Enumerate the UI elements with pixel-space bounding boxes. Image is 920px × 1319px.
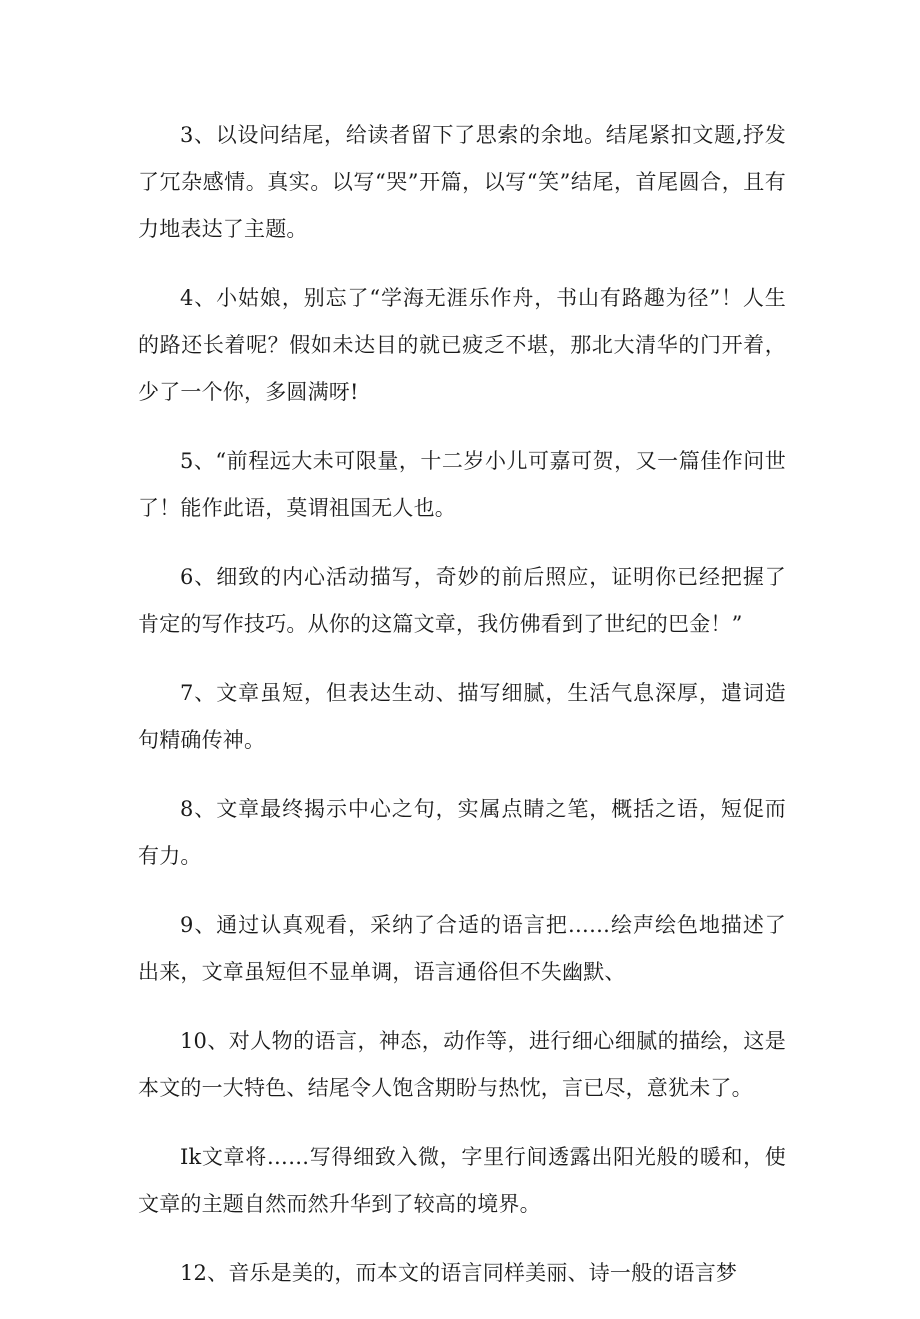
paragraph-10: 10、对人物的语言，神态，动作等，进行细心细腻的描绘，这是本文的一大特色、结尾令人饱含期盼与热忱，言已尽，意犹未了。 <box>138 1029 786 1100</box>
paragraph-9: 9、通过认真观看，采纳了合适的语言把……绘声绘色地描述了出来，文章虽短但不显单调，语言通俗但不失幽默、 <box>138 913 786 984</box>
document-body <box>138 112 786 1319</box>
paragraph-11: Ik文章将……写得细致入微，字里行间透露出阳光般的暖和，使文章的主题自然而然升华到了较高的境界。 <box>138 1145 786 1216</box>
paragraph-5: 5、“前程远大未可限量，十二岁小儿可嘉可贺，又一篇佳作问世了！能作此语，莫谓祖国无人也。 <box>138 449 786 520</box>
paragraph-3: 3、以设问结尾，给读者留下了思索的余地。结尾紧扣文题,抒发了冗杂感情。真实。以写“哭”开篇，以写“笑”结尾，首尾圆合，且有力地表达了主题。 <box>138 123 786 241</box>
paragraph-12: 12、音乐是美的，而本文的语言同样美丽、诗一般的语言梦 <box>180 1261 738 1285</box>
paragraph-4: 4、小姑娘，别忘了“学海无涯乐作舟，书山有路趣为径”！人生的路还长着呢？假如未达目的就已疲乏不堪，那北大清华的门开着，少了一个你，多圆满呀! <box>138 286 786 404</box>
paragraph-6: 6、细致的内心活动描写，奇妙的前后照应，证明你已经把握了肯定的写作技巧。从你的这篇文章，我仿佛看到了世纪的巴金！” <box>138 565 786 636</box>
paragraph-7: 7、文章虽短，但表达生动、描写细腻，生活气息深厚，遣词造句精确传神。 <box>138 681 786 752</box>
paragraph-8: 8、文章最终揭示中心之句，实属点睛之笔，概括之语，短促而有力。 <box>138 797 786 868</box>
